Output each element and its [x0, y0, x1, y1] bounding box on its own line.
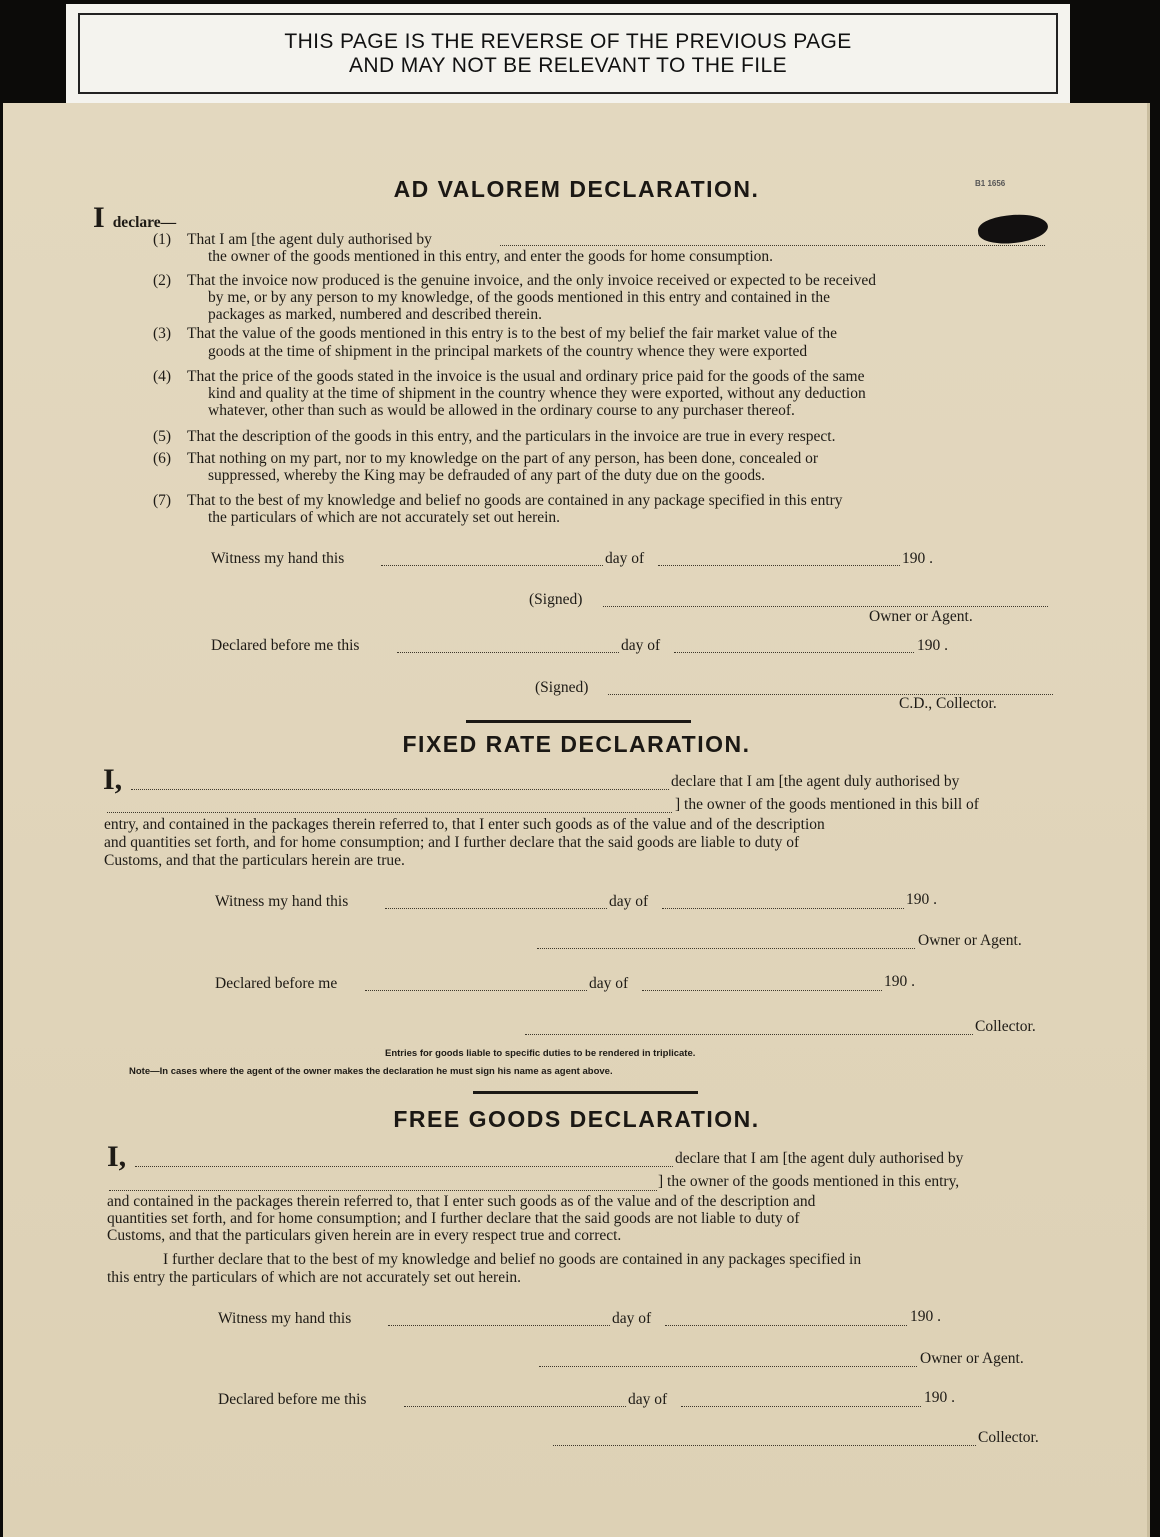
- fr-witness-label: Witness my hand this: [215, 893, 349, 910]
- av-signed-collector-label: (Signed): [535, 679, 589, 696]
- customs-declaration-sheet: [3, 103, 1150, 1537]
- fg-line-1-end: declare that I am [the agent duly authorised by: [675, 1150, 964, 1167]
- fr-collector: Collector.: [975, 1018, 1036, 1035]
- fr-witness-day-blank[interactable]: [385, 908, 607, 909]
- fg-line-5: Customs, and that the particulars given herein are in every respect true and correct.: [107, 1227, 622, 1244]
- fg-witness-label: Witness my hand this: [218, 1310, 352, 1327]
- fg-name-blank[interactable]: [135, 1166, 673, 1167]
- fr-line-2-end: ] the owner of the goods mentioned in this bill of: [675, 796, 979, 813]
- ink-blot: [977, 211, 1050, 246]
- fg-declared-year: 190 .: [924, 1389, 955, 1406]
- banner-card: [66, 4, 1070, 104]
- av-witness-day-blank[interactable]: [381, 565, 603, 566]
- clause-3-line-2: goods at the time of shipment in the principal markets of the country whence they were exported: [208, 343, 808, 360]
- av-declared-year: 190 .: [917, 637, 948, 654]
- fr-declared-label: Declared before me: [215, 975, 338, 992]
- av-declared-dayof: day of: [621, 637, 661, 654]
- fg-collector: Collector.: [978, 1429, 1039, 1446]
- clause-3-line-1: That the value of the goods mentioned in this entry is to the best of my belief the fair market value of the: [187, 325, 837, 342]
- fg-line-4: quantities set forth, and for home consumption; and I further declare that the said goods are not liable to duty of: [107, 1210, 800, 1227]
- fg-declared-day-blank[interactable]: [404, 1406, 626, 1407]
- fg-line-7: this entry the particulars of which are not accurately set out herein.: [107, 1269, 522, 1286]
- section-divider-2: [473, 1091, 698, 1094]
- fg-declared-month-blank[interactable]: [681, 1406, 921, 1407]
- fr-witness-dayof: day of: [609, 893, 649, 910]
- fg-owner-agent: Owner or Agent.: [920, 1350, 1024, 1367]
- clause-5-line-1: That the description of the goods in this entry, and the particulars in the invoice are true in every respect.: [187, 428, 836, 445]
- fr-principal-blank[interactable]: [107, 812, 672, 813]
- av-witness-dayof: day of: [605, 550, 645, 567]
- fg-owner-blank[interactable]: [539, 1366, 917, 1367]
- clause-1-line-1: That I am [the agent duly authorised by: [187, 231, 432, 248]
- clause-6-line-2: suppressed, whereby the King may be defrauded of any part of the duty due on the goods.: [208, 467, 765, 484]
- fr-declared-month-blank[interactable]: [642, 990, 882, 991]
- av-declared-day-blank[interactable]: [397, 652, 619, 653]
- fixed-rate-title: FIXED RATE DECLARATION.: [402, 731, 751, 757]
- fg-declared-label: Declared before me this: [218, 1391, 367, 1408]
- fg-witness-day-blank[interactable]: [388, 1325, 610, 1326]
- clause-6-num: (6): [153, 450, 172, 467]
- ad-valorem-title: AD VALOREM DECLARATION.: [393, 176, 760, 202]
- clause-4-line-1: That the price of the goods stated in the invoice is the usual and ordinary price paid for the goods of the same: [187, 368, 865, 385]
- clause-7-num: (7): [153, 492, 172, 509]
- clause-2-line-1: That the invoice now produced is the genuine invoice, and the only invoice received or expected to be received: [187, 272, 877, 289]
- clause-7-line-1: That to the best of my knowledge and belief no goods are contained in any package specified in this entry: [187, 492, 843, 509]
- clause-2-line-2: by me, or by any person to my knowledge, of the goods mentioned in this entry and contained in the: [208, 289, 831, 306]
- intro-declare: declare—: [112, 214, 177, 231]
- fr-I: I,: [103, 763, 123, 796]
- clause-4-line-2: kind and quality at the time of shipment in the country whence they were exported, without any deduction: [208, 385, 866, 402]
- clause-2-line-3: packages as marked, numbered and described therein.: [208, 306, 542, 323]
- fg-witness-dayof: day of: [612, 1310, 652, 1327]
- ad-valorem-intro: [93, 201, 176, 235]
- fr-collector-blank[interactable]: [525, 1034, 973, 1035]
- section-divider-1: [466, 720, 691, 723]
- fg-line-3: and contained in the packages therein referred to, that I enter such goods as of the value and of the description and: [107, 1193, 816, 1210]
- fr-owner-agent: Owner or Agent.: [918, 932, 1022, 949]
- banner-notice: [78, 13, 1058, 94]
- fg-I: I,: [107, 1140, 127, 1173]
- intro-letter: I: [93, 201, 105, 234]
- fg-declared-dayof: day of: [628, 1391, 668, 1408]
- fr-line-5: Customs, and that the particulars herein are true.: [104, 852, 405, 869]
- clause-6-line-1: That nothing on my part, nor to my knowledge on the part of any person, has been done, concealed or: [187, 450, 819, 467]
- fr-declared-dayof: day of: [589, 975, 629, 992]
- fg-witness-month-blank[interactable]: [665, 1325, 907, 1326]
- av-owner-agent: Owner or Agent.: [869, 608, 973, 625]
- av-signed-owner-blank[interactable]: [603, 606, 1048, 607]
- av-witness-year: 190 .: [902, 550, 933, 567]
- fg-line-6: I further declare that to the best of my knowledge and belief no goods are contained in any packages specified in: [163, 1251, 862, 1268]
- av-witness-month-blank[interactable]: [658, 565, 900, 566]
- av-declared-label: Declared before me this: [211, 637, 360, 654]
- clause-4-line-3: whatever, other than such as would be allowed in the ordinary course to any purchaser thereof.: [208, 402, 795, 419]
- clause-1-blank[interactable]: [500, 245, 1045, 246]
- fg-witness-year: 190 .: [910, 1308, 941, 1325]
- av-declared-month-blank[interactable]: [674, 652, 914, 653]
- fr-witness-month-blank[interactable]: [662, 908, 904, 909]
- banner-line-1: THIS PAGE IS THE REVERSE OF THE PREVIOUS PAGE: [284, 29, 852, 53]
- clause-1-num: (1): [153, 231, 172, 248]
- fr-witness-year: 190 .: [906, 891, 937, 908]
- fr-line-1-end: declare that I am [the agent duly authorised by: [671, 773, 960, 790]
- clause-2-num: (2): [153, 272, 172, 289]
- fr-declared-day-blank[interactable]: [365, 990, 587, 991]
- fr-note-triplicate: Entries for goods liable to specific duties to be rendered in triplicate.: [385, 1048, 696, 1059]
- form-number: B1 1656: [975, 179, 1006, 188]
- fg-principal-blank[interactable]: [109, 1190, 657, 1191]
- fg-line-2-end: ] the owner of the goods mentioned in this entry,: [658, 1173, 960, 1190]
- av-witness-label: Witness my hand this: [211, 550, 345, 567]
- fr-owner-blank[interactable]: [537, 948, 915, 949]
- clause-3-num: (3): [153, 325, 172, 342]
- clause-4-num: (4): [153, 368, 172, 385]
- clause-5-num: (5): [153, 428, 172, 445]
- fr-line-3: entry, and contained in the packages therein referred to, that I enter such goods as of the value and of the description: [104, 816, 825, 833]
- av-signed-label: (Signed): [529, 591, 583, 608]
- banner-line-2: AND MAY NOT BE RELEVANT TO THE FILE: [348, 53, 787, 77]
- fr-name-blank[interactable]: [131, 789, 669, 790]
- fr-note-agent: Note—In cases where the agent of the owner makes the declaration he must sign his name as agent above.: [129, 1066, 613, 1077]
- free-goods-title: FREE GOODS DECLARATION.: [393, 1106, 760, 1132]
- av-collector: C.D., Collector.: [899, 695, 997, 712]
- fr-line-4: and quantities set forth, and for home consumption; and I further declare that the said goods are liable to duty of: [104, 834, 800, 851]
- fr-declared-year: 190 .: [884, 973, 915, 990]
- clause-1-line-2: the owner of the goods mentioned in this entry, and enter the goods for home consumption.: [208, 248, 774, 265]
- fg-collector-blank[interactable]: [553, 1445, 976, 1446]
- clause-7-line-2: the particulars of which are not accurately set out herein.: [208, 509, 561, 526]
